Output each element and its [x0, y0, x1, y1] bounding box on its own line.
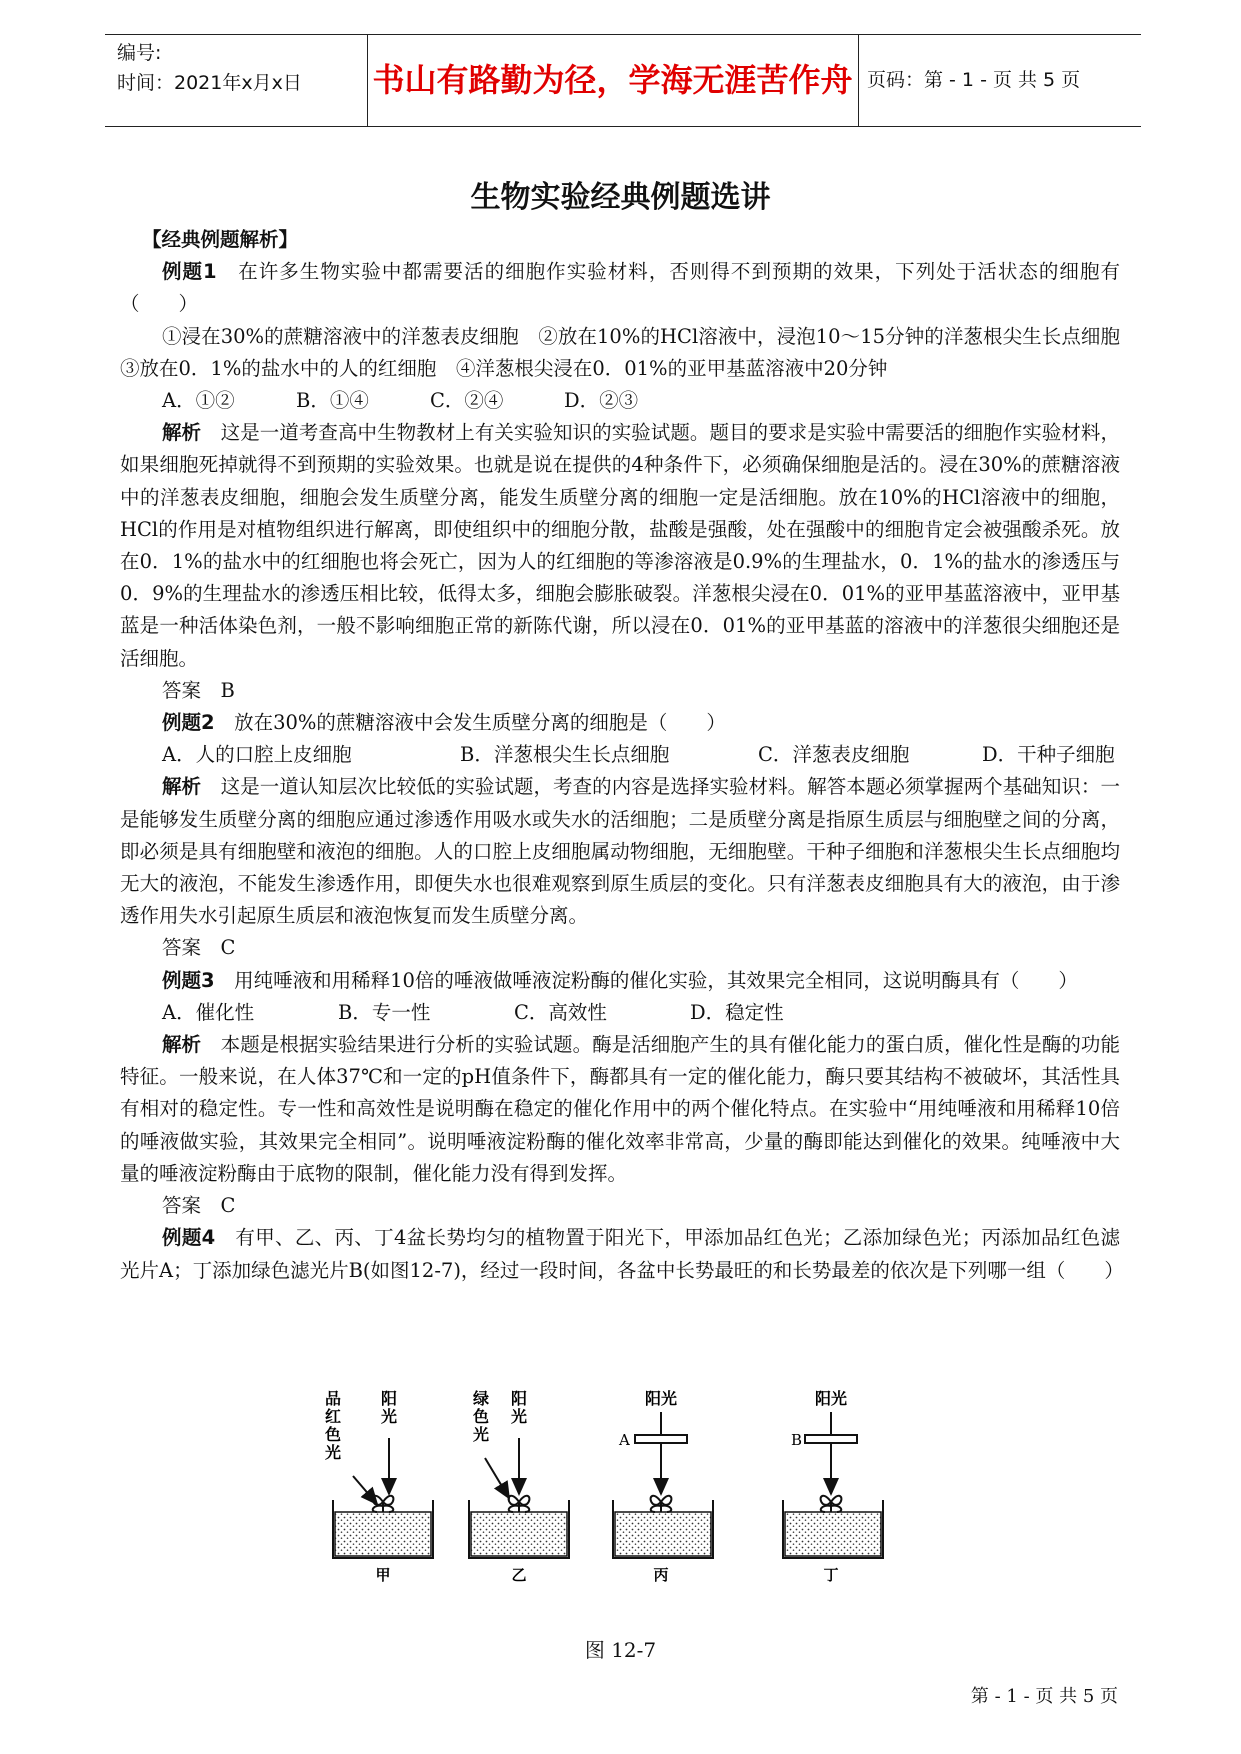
option-d: D．干种子细胞 [982, 743, 1115, 767]
question-text: 在许多生物实验中都需要活的细胞作实验材料，否则得不到预期的效果，下列处于活状态的细胞有（ ） [120, 260, 1120, 316]
sunlight-label: 阳光 [644, 1390, 678, 1408]
question-3-answer: 答案 C [162, 1194, 236, 1218]
analysis-text: 本题是根据实验结果进行分析的实验试题。酶是活细胞产生的具有催化能力的蛋白质，催化性是酶的功能特征。一般来说，在人体37℃和一定的pH值条件下，酶都具有一定的催化能力，酶只要其结构不被破坏，其活性具有相对的稳定性。专一性和高效性是说明酶在稳定的催化作用中的两个催化特点。在实验中“用纯唾液和用稀释10倍的唾液做实验，其效果完全相同”。说明唾液淀粉酶的催化效率非常高，少量的酶即能达到催化的效果。纯唾液中大量的唾液淀粉酶由于底物的限制，催化能力没有得到发挥。 [120, 1033, 1120, 1185]
question-text: 放在30%的蔗糖溶液中会发生质壁分离的细胞是（ ） [214, 711, 726, 735]
question-2-options [120, 739, 1120, 771]
figure-panel-ding [783, 1390, 883, 1584]
analysis-text: 这是一道认知层次比较低的实验试题，考查的内容是选择实验材料。解答本题必须掌握两个基础知识：一是能够发生质壁分离的细胞应通过渗透作用吸水或失水的活细胞；二是质壁分离是指原生质层与细胞壁之间的分离，即必须是具有细胞壁和液泡的细胞。人的口腔上皮细胞属动物细胞，无细胞壁。干种子细胞和洋葱根尖生长点细胞均无大的液泡，不能发生渗透作用，即便失水也很难观察到原生质层的变化。只有洋葱表皮细胞具有大的液泡，由于渗透作用失水引起原生质层和液泡恢复而发生质壁分离。 [120, 775, 1120, 928]
filter-letter: B [791, 1431, 803, 1449]
analysis-label: 解析 [162, 421, 202, 445]
option-b: B．洋葱根尖生长点细胞 [460, 743, 670, 767]
sunlight-label: 阳光 [511, 1390, 528, 1426]
option-a: A．①② [162, 389, 235, 413]
panel-label: 丙 [653, 1566, 669, 1584]
document-number-label: 编号: [117, 42, 162, 64]
filter-letter: A [619, 1431, 630, 1449]
document-body [120, 224, 1140, 1287]
side-light-label: 绿色光 [473, 1390, 490, 1444]
analysis-label: 解析 [162, 775, 202, 799]
document-time-label: 时间：2021年x月x日 [117, 72, 302, 94]
option-c: C．高效性 [514, 1000, 607, 1024]
filter-plate [635, 1435, 687, 1443]
figure-12-7 [325, 1390, 965, 1630]
question-1-answer: 答案 B [162, 678, 235, 702]
sunlight-label: 阳光 [814, 1390, 848, 1408]
option-b: B．①④ [296, 389, 369, 413]
sunlight-label: 阳光 [381, 1390, 398, 1426]
question-text: 有甲、乙、丙、丁4盆长势均匀的植物置于阳光下，甲添加品红色光；乙添加绿色光；丙添加品红色滤光片A；丁添加绿色滤光片B(如图12-7)，经过一段时间，各盆中长势最旺的和长势最差的依次是下列哪一组（ ） [120, 1226, 1124, 1282]
filter-plate [805, 1435, 857, 1443]
option-a: A．催化性 [162, 1000, 255, 1024]
question-2-answer: 答案 C [162, 936, 236, 960]
panel-label: 丁 [823, 1566, 839, 1584]
question-label: 例题4 [162, 1226, 216, 1250]
question-4-stem [120, 1222, 1124, 1286]
analysis-label: 解析 [162, 1033, 202, 1057]
option-d: D．稳定性 [690, 1000, 784, 1024]
question-3-analysis [120, 1029, 1120, 1190]
analysis-text: 这是一道考查高中生物教材上有关实验知识的实验试题。题目的要求是实验中需要活的细胞作实验材料，如果细胞死掉就得不到预期的实验效果。也就是说在提供的4种条件下，必须确保细胞是活的。浸在30%的蔗糖溶液中的洋葱表皮细胞，细胞会发生质壁分离，能发生质壁分离的细胞一定是活细胞。放在10%的HCl溶液中的细胞，HCl的作用是对植物组织进行解离，即使组织中的细胞分散，盐酸是强酸，处在强酸中的细胞肯定会被强酸杀死。放在0．1%的盐水中的红细胞也将会死亡，因为人的红细胞的等渗溶液是0.9%的生理盐水，0．1%的盐水的渗透压与0．9%的生理盐水的渗透压相比较，低得太多，细胞会膨胀破裂。洋葱根尖浸在0．01%的亚甲基蓝溶液中，亚甲基蓝是一种活体染色剂，一般不影响细胞正常的新陈代谢，所以浸在0．01%的亚甲基蓝的溶液中的洋葱很尖细胞还是活细胞。 [120, 421, 1120, 670]
question-3-options [120, 997, 1120, 1029]
question-label: 例题3 [162, 968, 215, 992]
question-2-analysis [120, 771, 1120, 932]
side-light-arrow [485, 1458, 509, 1498]
header-meta [117, 38, 302, 98]
figure-panel-jia [325, 1390, 433, 1584]
header-divider [858, 34, 859, 126]
question-1-options [120, 385, 1120, 417]
page-header [105, 34, 1141, 127]
option-d: D．②③ [564, 389, 639, 413]
page-footer: 第 - 1 - 页 共 5 页 [970, 1686, 1118, 1707]
question-text: 用纯唾液和用稀释10倍的唾液做唾液淀粉酶的催化实验，其效果完全相同，这说明酶具有（ ） [214, 968, 1078, 992]
question-1-items: ①浸在30%的蔗糖溶液中的洋葱表皮细胞 ②放在10%的HCl溶液中，浸泡10～15分钟的洋葱根尖生长点细胞 ③放在0．1%的盐水中的人的红细胞 ④洋葱根尖浸在0．01%的亚甲基蓝溶液中20分钟 [120, 324, 1140, 380]
question-1-analysis [120, 417, 1120, 675]
question-3-stem [120, 965, 1120, 997]
header-page-info: 页码：第 - 1 - 页 共 5 页 [867, 69, 1081, 91]
question-label: 例题1 [162, 260, 217, 284]
figure-caption: 图 12-7 [584, 1638, 657, 1662]
option-c: C．洋葱表皮细胞 [758, 743, 910, 767]
question-2-stem [120, 707, 1120, 739]
option-a: A．人的口腔上皮细胞 [162, 743, 352, 767]
panel-label: 甲 [375, 1566, 391, 1584]
question-label: 例题2 [162, 711, 215, 735]
question-1-stem [120, 256, 1120, 320]
panel-label: 乙 [511, 1566, 527, 1584]
section-heading: 【经典例题解析】 [142, 228, 299, 251]
document-title: 生物实验经典例题选讲 [470, 180, 771, 215]
option-c: C．②④ [430, 389, 504, 413]
option-b: B．专一性 [338, 1000, 431, 1024]
figure-panel-yi [469, 1390, 569, 1584]
side-light-label: 品红色光 [325, 1390, 342, 1462]
header-motto: 书山有路勤为径，学海无涯苦作舟 [372, 61, 853, 99]
figure-panel-bing [613, 1390, 713, 1584]
